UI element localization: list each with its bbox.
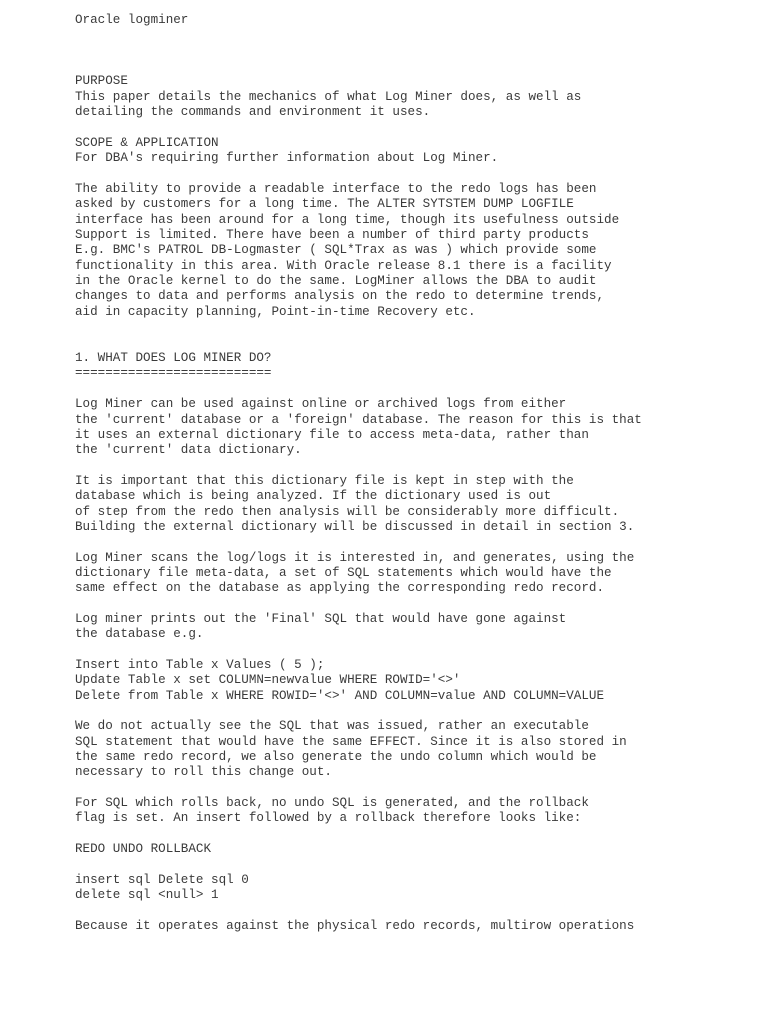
document-title: Oracle logminer	[75, 13, 189, 27]
text-line: changes to data and performs analysis on the redo to determine trends,	[75, 289, 605, 303]
text-line: flag is set. An insert followed by a rollback therefore looks like:	[75, 811, 582, 825]
text-line: For SQL which rolls back, no undo SQL is generated, and the rollback	[75, 796, 589, 810]
code-line: Insert into Table x Values ( 5 );	[75, 658, 325, 672]
text-line: SQL statement that would have the same EFFECT. Since it is also stored in	[75, 735, 627, 749]
text-line: dictionary file meta-data, a set of SQL statements which would have the	[75, 566, 612, 580]
text-line: It is important that this dictionary file is kept in step with the	[75, 474, 574, 488]
text-line: Log Miner scans the log/logs it is interested in, and generates, using the	[75, 551, 635, 565]
text-line: the same redo record, we also generate the undo column which would be	[75, 750, 597, 764]
table-row-line: insert sql Delete sql 0	[75, 873, 249, 887]
section-heading-scope: SCOPE & APPLICATION	[75, 136, 219, 150]
section-heading-underline: ==========================	[75, 366, 272, 380]
text-line: detailing the commands and environment it uses.	[75, 105, 431, 119]
text-line: For DBA's requiring further information about Log Miner.	[75, 151, 499, 165]
text-line: necessary to roll this change out.	[75, 765, 332, 779]
text-line: Log miner prints out the 'Final' SQL that would have gone against	[75, 612, 567, 626]
text-line: Building the external dictionary will be discussed in detail in section 3.	[75, 520, 635, 534]
text-line: database which is being analyzed. If the dictionary used is out	[75, 489, 552, 503]
text-line: The ability to provide a readable interface to the redo logs has been	[75, 182, 597, 196]
code-line: Delete from Table x WHERE ROWID='<>' AND COLUMN=value AND COLUMN=VALUE	[75, 689, 605, 703]
table-header-line: REDO UNDO ROLLBACK	[75, 842, 212, 856]
text-line: functionality in this area. With Oracle release 8.1 there is a facility	[75, 259, 612, 273]
code-line: Update Table x set COLUMN=newvalue WHERE ROWID='<>'	[75, 673, 461, 687]
section-heading-what-does-log-miner-do: 1. WHAT DOES LOG MINER DO?	[75, 351, 272, 365]
text-line: E.g. BMC's PATROL DB-Logmaster ( SQL*Trax as was ) which provide some	[75, 243, 597, 257]
table-row-line: delete sql <null> 1	[75, 888, 219, 902]
text-line: interface has been around for a long time, though its usefulness outside	[75, 213, 620, 227]
text-line: the 'current' database or a 'foreign' database. The reason for this is that	[75, 413, 642, 427]
text-line: We do not actually see the SQL that was issued, rather an executable	[75, 719, 589, 733]
text-line: same effect on the database as applying the corresponding redo record.	[75, 581, 605, 595]
text-line: of step from the redo then analysis will be considerably more difficult.	[75, 505, 620, 519]
text-line: Log Miner can be used against online or archived logs from either	[75, 397, 567, 411]
section-heading-purpose: PURPOSE	[75, 74, 128, 88]
text-line: it uses an external dictionary file to access meta-data, rather than	[75, 428, 589, 442]
text-line: Because it operates against the physical redo records, multirow operations	[75, 919, 635, 933]
text-line: aid in capacity planning, Point-in-time Recovery etc.	[75, 305, 476, 319]
text-line: asked by customers for a long time. The ALTER SYTSTEM DUMP LOGFILE	[75, 197, 574, 211]
text-line: in the Oracle kernel to do the same. LogMiner allows the DBA to audit	[75, 274, 597, 288]
text-line: the 'current' data dictionary.	[75, 443, 302, 457]
text-line: the database e.g.	[75, 627, 204, 641]
text-line: Support is limited. There have been a number of third party products	[75, 228, 589, 242]
text-line: This paper details the mechanics of what Log Miner does, as well as	[75, 90, 582, 104]
